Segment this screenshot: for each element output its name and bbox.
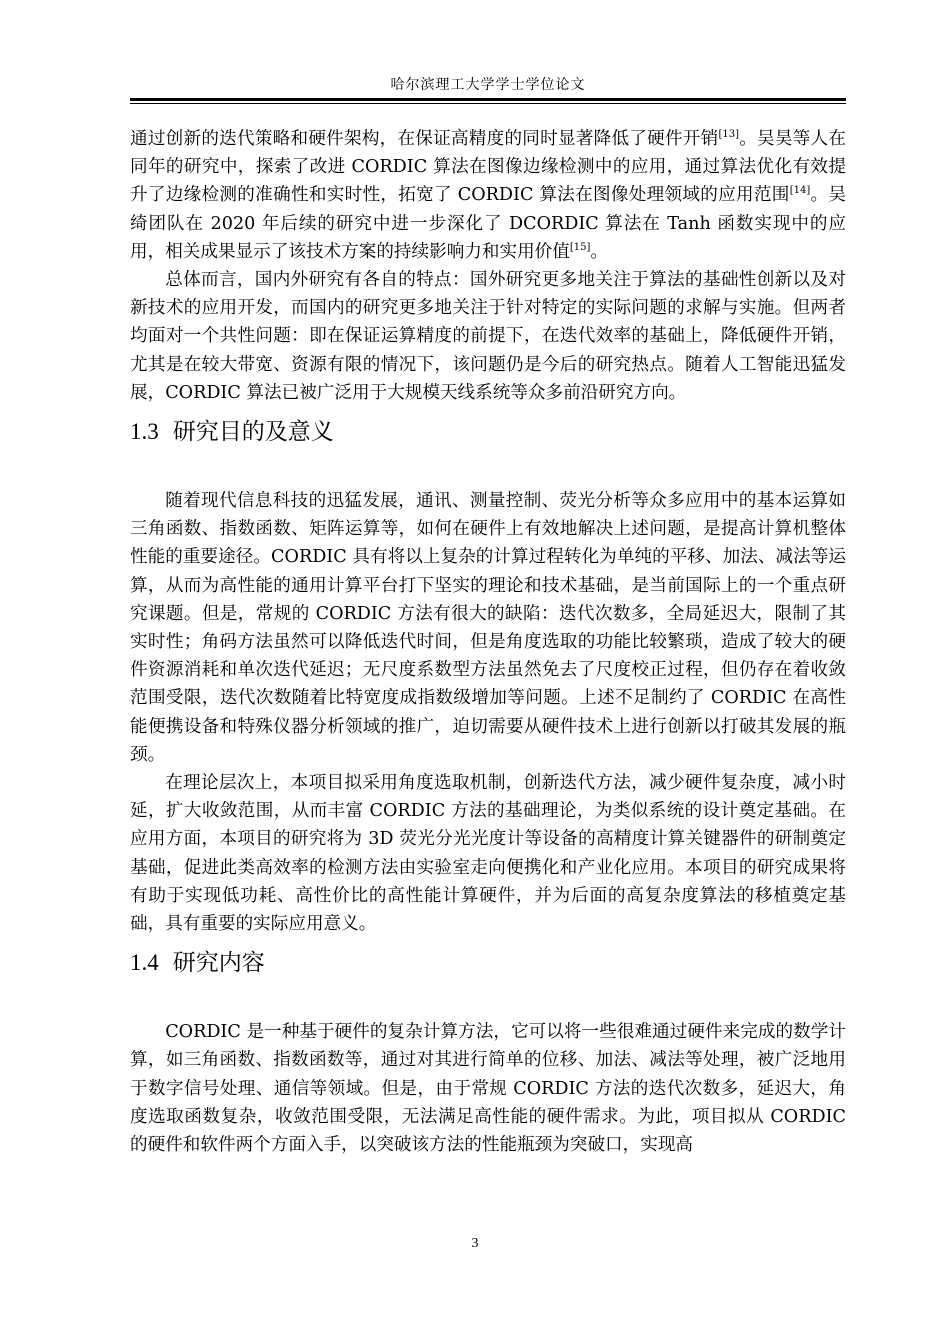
citation-14[interactable]: [14]	[789, 185, 811, 197]
paragraph-summary: 总体而言，国内外研究有各自的特点：国外研究更多地关注于算法的基础性创新以及对新技术的应用开发，而国内的研究更多地关注于针对特定的实际问题的求解与实施。但两者均面对一个共性问题：即在保证运算精度的前提下，在迭代效率的基础上，降低硬件开销，尤其是在较大带宽、资源有限的情况下，该问题仍是今后的研究热点。随着人工智能迅猛发展，CORDIC 算法已被广泛用于大规模天线系统等众多前沿研究方向。	[130, 270, 846, 403]
citation-13[interactable]: [13]	[718, 129, 739, 141]
section-heading-1-3	[130, 415, 846, 449]
section-title: 研究内容	[172, 950, 265, 977]
paragraph-text: 通过创新的迭代策略和硬件架构，在保证高精度的同时显著降低了硬件开销	[130, 129, 719, 149]
header-rule	[130, 98, 846, 101]
paragraph-text: 。吴绮团队在 2020 年后续的研究中进一步深化了 DCORDIC 算法在 Tanh 函数实现中的应用，相关成果显示了该技术方案的持续影响力和实用价值	[130, 185, 846, 262]
citation-15[interactable]: [15]	[569, 241, 591, 253]
paragraph-content: CORDIC 是一种基于硬件的复杂计算方法，它可以将一些很难通过硬件来完成的数学计算，如三角函数、指数函数等，通过对其进行简单的位移、加法、减法等处理，被广泛地用于数字信号处理、通信等领域。但是，由于常规 CORDIC 方法的迭代次数多，延迟大，角度选取函数复杂，收敛范围受限，无法满足高性能的硬件需求。为此，项目拟从 CORDIC 的硬件和软件两个方面入手，以突破该方法的性能瓶颈为突破口，实现高	[130, 1022, 846, 1156]
paragraph-text: 。吴昊等人在同年的研究中，探索了改进 CORDIC 算法在图像边缘检测中的应用，通过算法优化有效提升了边缘检测的准确性和实时性，拓宽了 CORDIC 算法在图像处理领域的应用范围	[130, 129, 846, 206]
section-title: 研究目的及意义	[172, 419, 334, 446]
page-number: 3	[471, 1236, 479, 1251]
header-rule-thin	[130, 103, 846, 104]
section-number: 1.4	[130, 950, 159, 976]
paragraph-purpose: 随着现代信息科技的迅猛发展，通讯、测量控制、荧光分析等众多应用中的基本运算如三角函数、指数函数、矩阵运算等，如何在硬件上有效地解决上述问题，是提高计算机整体性能的重要途径。CORDIC 具有将以上复杂的计算过程转化为单纯的平移、加法、减法等运算，从而为高性能的通用计算平台打下坚实的理论和技术基础，是当前国际上的一个重点研究课题。但是，常规的 CORDIC 方法有很大的缺陷：迭代次数多，全局延迟大，限制了其实时性；角码方法虽然可以降低迭代时间，但是角度选取的功能比较繁琐，造成了较大的硬件资源消耗和单次迭代延迟；无尺度系数型方法虽然免去了尺度校正过程，但仍存在着收敛范围受限，迭代次数随着比特宽度成指数级增加等问题。上述不足制约了 CORDIC 在高性能便携设备和特殊仪器分析领域的推广，迫切需要从硬件技术上进行创新以打破其发展的瓶颈。	[130, 491, 846, 765]
section-heading-1-4	[130, 946, 846, 980]
running-header: 哈尔滨理工大学学士学位论文	[390, 77, 586, 93]
paragraph-significance: 在理论层次上，本项目拟采用角度选取机制，创新迭代方法，减少硬件复杂度，减小时延，扩大收敛范围，从而丰富 CORDIC 方法的基础理论，为类似系统的设计奠定基础。在应用方面，本项目的研究将为 3D 荧光分光光度计等设备的高精度计算关键器件的研制奠定基础，促进此类高效率的检测方法由实验室走向便携化和产业化应用。本项目的研究成果将有助于实现低功耗、高性价比的高性能计算硬件，并为后面的高复杂度算法的移植奠定基础，具有重要的实际应用意义。	[130, 773, 846, 935]
section-number: 1.3	[130, 419, 159, 445]
page-body	[130, 125, 846, 1159]
paragraph-text: 。	[590, 241, 608, 262]
paragraph-continued	[130, 125, 846, 266]
